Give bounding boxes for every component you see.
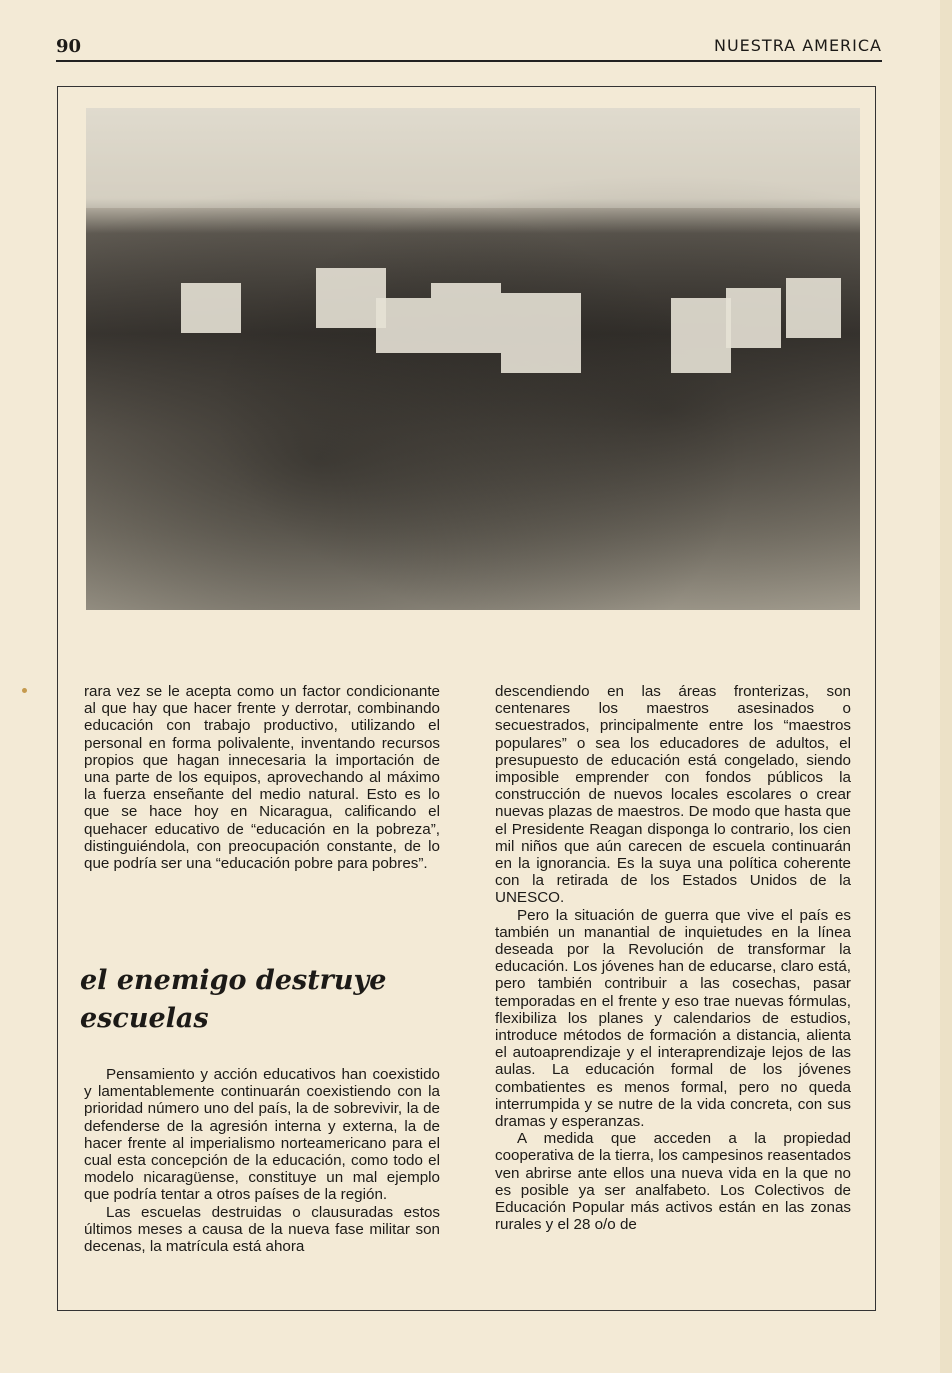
column-right xyxy=(495,683,851,1234)
page-edge xyxy=(940,0,952,1373)
protest-sign xyxy=(726,288,781,348)
section-title: el enemigo destruye escuelas xyxy=(80,965,387,1034)
protest-sign xyxy=(501,293,581,373)
protest-sign xyxy=(431,283,501,353)
crowd-photo xyxy=(86,108,860,610)
column-left-top xyxy=(84,683,440,872)
paragraph: A medida que acceden a la propiedad cooperativa de la tierra, los campesinos reasentados ven abrirse ante ellos una nueva vida en la que no es posible ya ser analfabeto. Los Colectivos de Educación Popular más activos están en las zonas rurales y el 28 o/o de xyxy=(495,1130,851,1234)
paragraph: Pensamiento y acción educativos han coexistido y lamentablemente continuarán coexistiendo con la prioridad número uno del país, la de sobrevivir, la de defenderse de la agresión interna y externa, la de hacer frente al imperialismo norteamericano para el cual esta concepción de la educación, como todo el modelo nicaragüense, constituye un mal ejemplo que podría tentar a otros países de la región. xyxy=(84,1066,440,1204)
photo-sky xyxy=(86,108,860,208)
protest-sign xyxy=(786,278,841,338)
page-number: 90 xyxy=(56,36,82,57)
running-head: NUESTRA AMERICA xyxy=(713,36,882,55)
protest-sign xyxy=(376,298,431,353)
protest-sign xyxy=(671,298,731,373)
margin-mark xyxy=(22,688,27,693)
column-left-bottom xyxy=(84,1066,440,1255)
paragraph: descendiendo en las áreas fronterizas, son centenares los maestros asesinados o secuestrados, principalmente entre los “maestros populares” o sea los educadores de adultos, el presupuesto de educación está congelado, siendo imposible emprender con fondos públicos la construcción de nuevos locales escolares o crear nuevas plazas de maestros. De modo que hasta que el Presidente Reagan disponga lo contrario, los cien mil niños que aún carecen de escuela continuarán en la ignorancia. Es la suya una política coherente con la retirada de los Estados Unidos de la UNESCO. xyxy=(495,683,851,907)
protest-sign xyxy=(181,283,241,333)
header-rule xyxy=(56,60,882,62)
paragraph: Las escuelas destruidas o clausuradas estos últimos meses a causa de la nueva fase militar son decenas, la matrícula está ahora xyxy=(84,1203,440,1256)
paragraph: rara vez se le acepta como un factor condicionante al que hay que hacer frente y derrotar, combinando educación con trabajo productivo, utilizando el personal en forma polivalente, inventando recursos propios que hagan innecesaria la importación de una parte de los equipos, aprovechando al máximo la fuerza enseñante del medio natural. Esto es lo que se hace hoy en Nicaragua, calificando el quehacer educativo de “educación en la pobreza”, distinguiéndola, con preocupación constante, de lo que podría ser una “educación pobre para pobres”. xyxy=(84,683,440,873)
paragraph: Pero la situación de guerra que vive el país es también un manantial de inquietudes en la línea deseada por la Revolución de transformar la educación. Los jóvenes han de educarse, claro está, pero también contribuir a las cosechas, pasar temporadas en el frente y eso trae nuevas fórmulas, flexibiliza los planes y calendarios de estudios, introduce métodos de formación a distancia, alienta el autoaprendizaje y el interaprendizaje lejos de las aulas. La educación formal de los jóvenes combatientes es menos formal, pero no queda interrumpida y se nutre de la vida concreta, con sus dramas y esperanzas. xyxy=(495,906,851,1131)
